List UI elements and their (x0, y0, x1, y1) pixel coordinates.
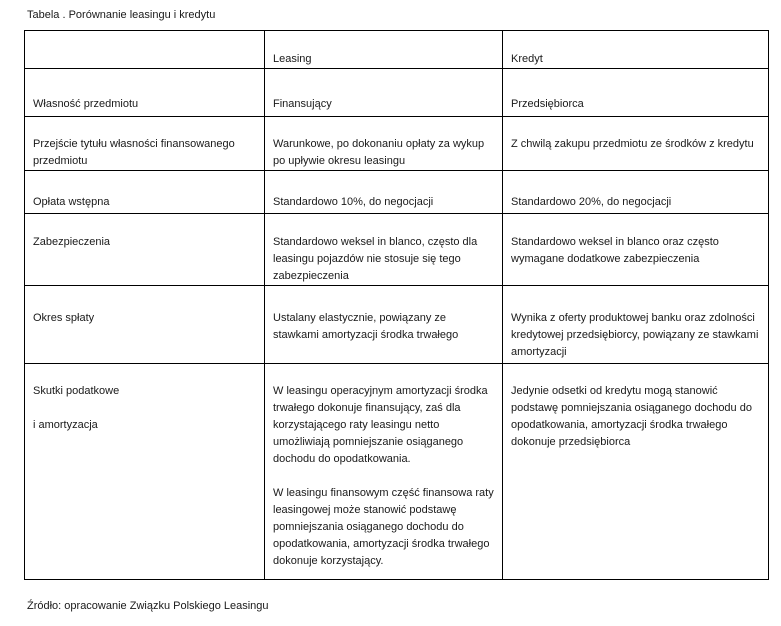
table-row (25, 214, 769, 286)
table-row (25, 171, 769, 214)
row-leasing (265, 364, 503, 580)
row-label-line1: Skutki podatkowe (33, 385, 120, 397)
row-label: Własność przedmiotu (25, 69, 265, 117)
header-cell-leasing: Leasing (265, 31, 503, 69)
row-leasing: Finansujący (265, 69, 503, 117)
row-label: Opłata wstępna (25, 171, 265, 214)
comparison-table (24, 30, 769, 580)
row-kredyt: Z chwilą zakupu przedmiotu ze środków z kredytu (503, 117, 769, 171)
header-cell-empty (25, 31, 265, 69)
table-row (25, 364, 769, 580)
row-leasing: Standardowo 10%, do negocjacji (265, 171, 503, 214)
row-label: Okres spłaty (25, 286, 265, 364)
row-label-line2: i amortyzacja (33, 419, 98, 431)
leasing-paragraph-operacyjny: W leasingu operacyjnym amortyzacji środka trwałego dokonuje finansujący, zaś dla korzystającego raty leasingu netto umożliwiają pomniejszanie osiąganego dochodu do opodatkowania. (273, 385, 488, 465)
table-caption: Tabela . Porównanie leasingu i kredytu (27, 9, 216, 21)
row-kredyt: Standardowo weksel in blanco oraz często wymagane dodatkowe zabezpieczenia (503, 214, 769, 286)
row-kredyt: Wynika z oferty produktowej banku oraz zdolności kredytowej przedsiębiorcy, powiązany ze stawkami amortyzacji (503, 286, 769, 364)
leasing-paragraph-finansowy: W leasingu finansowym część finansowa raty leasingowej może stanowić podstawę pomniejszania osiąganego dochodu do opodatkowania, amortyzacji środka trwałego dokonuje korzystający. (273, 487, 494, 567)
table-row (25, 286, 769, 364)
row-kredyt: Przedsiębiorca (503, 69, 769, 117)
table-row (25, 69, 769, 117)
row-label: Zabezpieczenia (25, 214, 265, 286)
row-leasing: Ustalany elastycznie, powiązany ze stawkami amortyzacji środka trwałego (265, 286, 503, 364)
row-leasing: Warunkowe, po dokonaniu opłaty za wykup po upływie okresu leasingu (265, 117, 503, 171)
row-kredyt (503, 364, 769, 580)
row-kredyt: Standardowo 20%, do negocjacji (503, 171, 769, 214)
source-note: Źródło: opracowanie Związku Polskiego Leasingu (27, 600, 269, 612)
row-leasing: Standardowo weksel in blanco, często dla leasingu pojazdów nie stosuje się tego zabezpieczenia (265, 214, 503, 286)
table-header-row (25, 31, 769, 69)
row-label: Przejście tytułu własności finansowanego przedmiotu (25, 117, 265, 171)
kredyt-paragraph: Jedynie odsetki od kredytu mogą stanowić podstawę pomniejszania osiąganego dochodu do opodatkowania, amortyzacji środka trwałego dokonuje przedsiębiorca (511, 385, 752, 448)
row-label (25, 364, 265, 580)
header-cell-kredyt: Kredyt (503, 31, 769, 69)
table-row (25, 117, 769, 171)
